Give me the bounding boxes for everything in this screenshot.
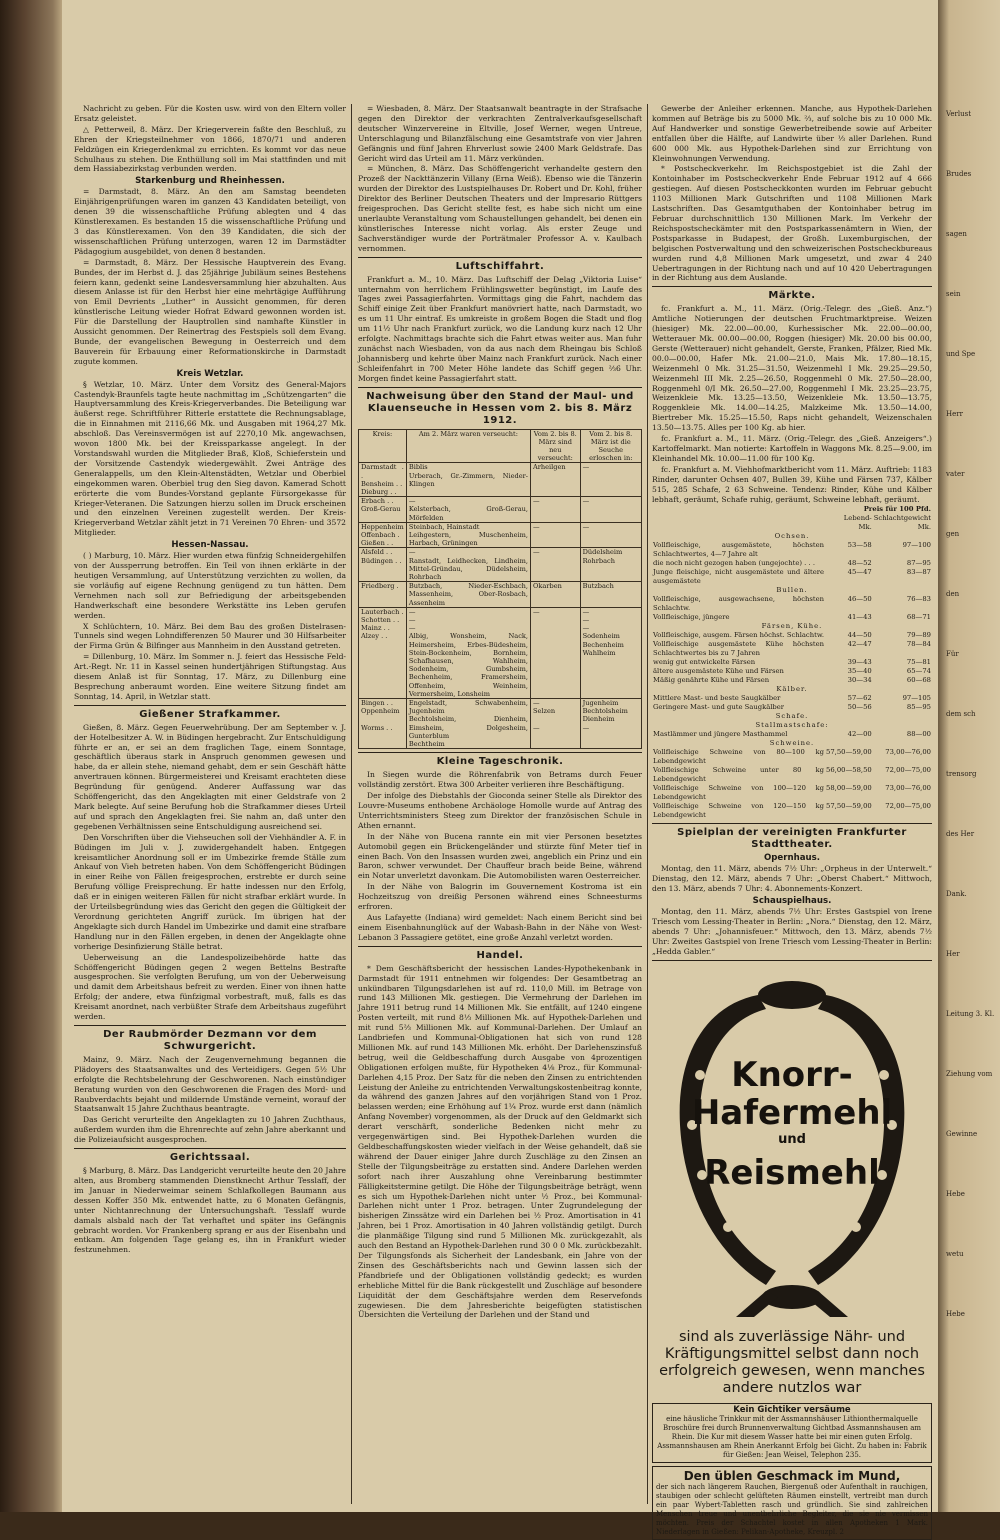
section-divider (358, 946, 642, 947)
viehmarkt-price: 57—62 (847, 694, 872, 703)
seuche-column-header: Vom 2. bis 8. März ist die Seuche erloschen in: (580, 429, 641, 463)
article-paragraph: * Dem Geschäftsbericht der hessischen Landes-Hypothekenbank in Darmstadt für 1911 entnehmen wir folgendes: Der Gesamtbetrag an unkündbaren Tilgungsdarlehen ist auf rd. 110,0 Mill. im Betrage von rund 143 Millionen Mk. gestiegen. Die Vermehrung der Darlehen im Jahre 1911 betrug rund 14 Millionen Mk. Sie entfällt, auf 1240 eingene Posten verteilt, mit rund 8⅓ Millionen Mk. auf Hypothek-Darlehen und mit rund 5⅔ Millionen Mk. auf Kommunal-Darlehen. Der Umlauf an Landbriefen und Kommunal-Obligationen hat sich von rund 128 Millionen Mk. auf rund 143 Millionen Mk. erhöht. Der Darlehenszinsfuß betrug, weil die Geldbeschaffung durch Ausgabe von 4prozentigen Obligationen erfolgen mußte, für Hypotheken 4⅛ Proz., für Kommunal-Darlehen 4,15 Proz. Der Satz für die neben den Zinsen zu entrichtenden Leistung der Anleihe zu entrichtenden Verwaltungskostenbeitrag konnte, da während des ganzen Jahres auf den vorjährigen Stand von 1 Proz. belassen werden; eine Erhöhung auf 1¼ Proz. wurde erst dann (nämlich Anfang November) vorgenommen, als der Druck auf den Geldmarkt sich derart verschärft, sonderliche Bedenken nicht mehr zu vergegenwärtigen sind. Bei Hypothek-Darlehen wurden die Geldbeschaffungskosten wieder vielfach in der Weise gehandelt, daß sie während der Dauer einiger Jahre durch Zuschläge zu den Zinsen an Stelle der Tilgungsbeiträge zu erstatten sind. Andere Darlehen werden sofort nach ihrer Auszahlung ohne Vereinbarung bestimmter Fälligkeitstermine getilgt. Die Höhe der Tilgungsbeiträge beträgt, wenn es sich um Hypothek-Darlehen nicht unter ½ Proz., bei Kommunal-Darlehen nicht unter 1 Proz. betragen. Unter Zugrundelegung der bisherigen Zinssätze wird ein Darlehen bei ½ Proz. Amortisation in 41 Jahren, bei 1 Proz. Amortisation in 40 Jahren vollständig getilgt. Durch die planmäßige Tilgung sind rund 5 Millionen Mk. zurückgezahlt, als auch den Bestand an Hypothek-Darlehen rund 30 0 0 Mk. zurückbezahlt. Der Tilgungsfonds als Sicherheit der Landesbank, ein Jahre von der Zinsen des Geschäftsberichts nach und Gewinn lassen sich der Pfandbriefe und der Obligationen vollständig gedeckt; es wurden erhebliche Mittel für die Bank rückgestellt und Zuschläge auf besondere Liquidität der dem Geschäftsjahre werden dem Reservefonds zugewiesen. Die dem Jahresberichte beigefügten statistischen Übersichten die Verteilung der Darlehen und der Stand und (358, 963, 642, 1320)
mund-title: Den üblen Geschmack im Mund, (683, 1468, 901, 1483)
viehmarkt-price: 83—87 (906, 568, 931, 577)
section-divider (358, 752, 642, 753)
viehmarkt-row (652, 802, 932, 820)
article-paragraph: fc. Frankfurt a. M., 11. März. (Orig.-Telegr. des „Gieß. Anz.“) Amtliche Notierungen der deutschen Fruchtmarktpreise. Weizen (hiesiger) Mk. 22.00—00.00, Kurhessischer Mk. 22.00—00.00, Wetterauer Mk. 00.00—00.00, Roggen (hiesiger) Mk. 20.00 bis 00.00, Gerste (Wetterauer) nicht gehandelt, Gerste, Franken, Pfälzer, Ried Mk. 00.0—00.00, Hafer Mk. 21.00—21.0, Mais Mk. 17.80—18.15, Weizenmehl 0 Mk. 31.25—31.50, Weizenmehl I Mk. 29.25—29.50, Weizenmehl III Mk. 2.25—26.50, Roggenmehl 0 Mk. 27.50—28.00, Roggenmehl 0/I Mk. 26.50—27.00, Roggenmehl I Mk. 23.25—23.75, Weizenkleie Mk. 13.25—13.50, Weizenkleie Mk. 13.50—13.75, Roggenkleie Mk. 14.00—14.25, Malzkeime Mk. 13.50—14.00, Biertreber Mk. 15.25—15.50, Raps nicht gehandelt, Weizenschalen 13.50—13.75. Alles per 100 Kg. ab hier. (652, 304, 932, 433)
viehmarkt-row (652, 703, 932, 712)
adjacent-page-fragment: und Spe (946, 350, 976, 358)
adjacent-page-fragment: wetu (946, 1250, 964, 1258)
seuche-table-header (359, 429, 642, 463)
viehmarkt-row (652, 631, 932, 640)
viehmarkt-label: Vollfleischige Schweine von 120—150 kg Lebendgewicht (653, 802, 825, 820)
viehmarkt-category: Stallmastschafe: (755, 721, 829, 730)
seuche-row (359, 582, 642, 608)
seuche-cell: — (530, 522, 580, 548)
knorr-advertisement (658, 965, 926, 1325)
section-heading: Handel. (476, 949, 524, 961)
section-heading: Nachweisung über den Stand der Maul- und Klauenseuche in Hessen vom 2. bis 8. März 1912. (366, 390, 634, 426)
viehmarkt-price: 50—56 (847, 703, 872, 712)
viehmarkt-price: 53—58 (847, 541, 872, 550)
viehmarkt-label: Junge fleischige, nicht ausgemästete und ältere ausgemästete (653, 568, 825, 586)
viehmarkt-row (652, 658, 932, 667)
column-3 (652, 104, 932, 1536)
viehmarkt-row (652, 595, 932, 613)
viehmarkt-label: Vollfleischige Schweine von 100—120 kg Lebendgewicht (653, 784, 825, 802)
article-paragraph: Aus Lafayette (Indiana) wird gemeldet: Nach einem Bericht sind bei einem Eisenbahnunglück auf der Wabash-Bahn in der Nähe von West-Lebanon 3 Passagiere getötet, eine große Anzahl verletzt worden. (358, 912, 642, 942)
column-3-top (652, 104, 932, 504)
section-divider (74, 1148, 346, 1149)
article-paragraph: △ Petterweil, 8. März. Der Kriegerverein faßte den Beschluß, zu Ehren der Kriegsteilnehmer von 1866, 1870/71 und anderen Feldzügen ein Kriegerdenkmal zu errichten. Es kommt vor das neue Schulhaus zu stehen. Die Enthüllung soll im Mai stattfinden und mit dem Hassiabezirkstag verbunden werden. (74, 124, 346, 174)
column-2 (358, 104, 642, 1506)
viehmarkt-price: 60—68 (906, 676, 931, 685)
section-divider (358, 387, 642, 388)
viehmarkt-label: Vollfleischige Schweine unter 80 kg Lebendgewicht (653, 766, 825, 784)
viehmarkt-category: Ochsen. (774, 532, 810, 541)
section-heading: Schauspielhaus. (752, 896, 832, 907)
seuche-cell: Lauterbach . Schotten . . Mainz . . Alzey . . (359, 607, 407, 698)
viehmarkt-price: 87—95 (906, 559, 931, 568)
section-heading: Spielplan der vereinigten Frankfurter Stadttheater. (677, 827, 907, 851)
article-paragraph: Gewerbe der Anleiher erkennen. Manche, aus Hypothek-Darlehen kommen auf Beträge bis zu 5000 Mk. ⅔, auf solche bis zu 10 000 Mk. Auf Handwerker und sonstige Gewerbetreibende sowie auf Arbeiter entfallen über die Hälfte, auf Landwirte über ⅓ aller Darlehen. Rund 600 000 Mk. aus Hypothek-Darlehen sind zur Errichtung von Kleinwohnungen Verwendung. (652, 104, 932, 163)
seuche-row (359, 522, 642, 548)
viehmarkt-price: 42—47 (847, 640, 872, 649)
seuche-cell: Jugenheim Bechtolsheim Dienheim — (580, 699, 641, 749)
viehmarkt-row (652, 640, 932, 658)
seuche-row (359, 607, 642, 698)
adjacent-page-fragment: sagen (946, 230, 967, 238)
section-heading: Kleine Tageschronik. (436, 756, 564, 768)
seuche-cell: Okarben (530, 582, 580, 608)
viehmarkt-price: 35—40 (847, 667, 872, 676)
article-paragraph: Frankfurt a. M., 10. März. Das Luftschiff der Delag „Viktoria Luise“ unternahm von herrlichem Frühlingswetter begünstigt, im Laufe des Tages zwei Passagierfahrten. Vormittags ging die Fahrt, nachdem das Schiff einige Zeit über Frankfurt manövriert hatte, nach Darmstadt, wo es um 11 Uhr eintraf. Es umkreiste in großem Bogen die Stadt und flog um 11½ Uhr nach Frankfurt zurück, wo die Landung kurz nach 12 Uhr erfolgte. Nachmittags brachte sich die Fahrt etwas weiter aus. Man fuhr zunächst nach Wiesbaden, von da aus nach dem Rheingau bis Schloß Johannisberg und kehrte über Mainz nach Frankfurt zurück. Nach einer Schleifenfahrt in 700 Meter Höhe landete das Schiff gegen ⅔6 Uhr. Morgen findet keine Passagierfahrt statt. (358, 274, 642, 383)
viehmarkt-category: Bullen. (776, 586, 808, 595)
viehmarkt-row (652, 712, 932, 721)
viehmarkt-price: 72,00—75,00 (885, 766, 931, 775)
adjacent-page-fragment: Hebe (946, 1190, 965, 1198)
viehmarkt-price: 79—89 (906, 631, 931, 640)
viehmarkt-label: Vollfleischige, ausgewachsene, höchsten Schlachtw. (653, 595, 825, 613)
article-paragraph: Gießen, 8. März. Gegen Feuerwehrübung. Der am September v. J. der Hotelbesitzer A. W. in Büdingen hergebracht. Zur Entschuldigung führte er an, er sei an dem fraglichen Tage, einem Sonntage, geschäftlich überaus stark in Anspruch genommen gewesen und habe, da er allein stehe, niemand gehabt, dem er sein Geschäft hätte anvertrauen können. Bürgermeisterei und Kreisamt erachteten diese Begründung für genügend. Anderer Auffassung war das Schöffengericht, das den Angeklagten mit einer Geldstrafe von 2 Mark belegte. Auf seine Berufung hob die Strafkammer dieses Urteil auf und sprach den Angeklagten frei. Sie nahm an, daß unter den gegebenen Verhältnissen seine Entschuldigung ausreichend sei. (74, 722, 346, 831)
adjacent-page-fragment: Gewinne (946, 1130, 978, 1138)
article-paragraph: = Dillenburg, 10. März. Im Sommer n. J. feiert das Hessische Feld-Art.-Regt. Nr. 11 in Kassel seinen hundertjährigen Stiftungstag. Aus diesem Anlaß ist für Sonntag, 17. März, zu Dillenburg eine Besprechung anberaumt worden. Eine weitere Sitzung findet am Sonntag, 14. April, in Wetzlar statt. (74, 652, 346, 701)
viehmarkt-price: 48—52 (847, 559, 872, 568)
article-paragraph: ( ) Marburg, 10. März. Hier wurden etwa fünfzig Schneidergehilfen von der Aussperrung betroffen. Ein Teil von ihnen erklärte in der heutigen Versammlung, auf Unterstützung verzichten zu wollen, da sie vorläufig auf eigene Rechnung genügend zu tun hätten. Dem Vernehmen nach soll zur Befriedigung der arbeitsgebenden Handwerkschaft eine besondere Werkstätte ins Leben gerufen werden. (74, 551, 346, 620)
viehmarkt-price: 85—95 (906, 703, 931, 712)
knorr-line-2: Hafermehl (691, 1092, 893, 1133)
adjacent-page-fragment: Herr (946, 410, 963, 418)
seuche-cell: Butzbach (580, 582, 641, 608)
article-paragraph: Nachricht zu geben. Für die Kosten usw. wird von den Eltern voller Ersatz geleistet. (74, 104, 346, 123)
seuche-cell: Steinbach, Hainstadt Leihgestern, Muschenheim, Harbach, Grüningen (406, 522, 530, 548)
viehmarkt-row (652, 676, 932, 685)
viehmarkt-category: Schweine. (769, 739, 815, 748)
knorr-line-3: und (778, 1131, 806, 1147)
adjacent-page-fragment: des Her (946, 830, 975, 838)
adjacent-page-fragment: Für (946, 650, 959, 658)
article-paragraph: * Postscheckverkehr. Im Reichspostgebiet ist die Zahl der Kontoinhaber im Postscheckverkehr Ende Februar 1912 auf 4 666 gestiegen. Auf diesen Postscheckkonten wurden im Februar gebucht 1103 Millionen Mark Gutschriften und 1108 Millionen Mark Lastschriften. Das Gesamtguthaben der Kontoinhaber betrug im Februar durchschnittlich 130 Millionen Mark. Im Verkehr der Reichspostscheckämter mit den Postsparkassenämtern in Wien, der Postsparkasse in Budapest, der Großh. Luxemburgischen, der belgischen Postverwaltung und den schweizerischen Postscheckbureaus wurden rund 4,8 Millionen Mark umgesetzt, und zwar 4 240 Uebertragungen in der Richtung nach und auf 10 420 Uebertragungen in der Richtung aus dem Auslande. (652, 164, 932, 283)
viehmarkt-price: 72,00—75,00 (885, 802, 931, 811)
section-divider (652, 823, 932, 824)
article-paragraph: = München, 8. März. Das Schöffengericht verhandelte gestern den Prozeß der Nackttänzerin Villany (Erna Weiß). Ebenso wie die Tänzerin wurden der Direktor des Lustspielhauses Dr. Robert und Dr. Kohl, früher Direktor des Berliner Deutschen Theaters und der Impresario Rüttgers freigesprochen. Das Gericht stellte fest, es habe sich nicht um eine unerlaubte Veranstaltung vom Schaustellungen gehandelt, bei denen ein künstlerisches Interesse nicht vorlag. Als erster Zeuge und Sachverständiger wurde der Porträtmaler Professor A. v. Kaulbach vernommen. (358, 164, 642, 253)
viehmarkt-label: Mäßig genährte Kühe und Färsen (653, 676, 770, 685)
seuche-column-header: Kreis: (359, 429, 407, 463)
viehmarkt-price: 44—50 (847, 631, 872, 640)
price-header: Preis für 100 Pfd. (863, 505, 931, 514)
viehmarkt-label: Vollfleischige, jüngere (653, 613, 730, 622)
section-divider (358, 257, 642, 258)
seuche-row (359, 699, 642, 749)
price-subheader: Schlachtgewicht (873, 514, 931, 523)
section-divider (74, 1025, 346, 1026)
seuche-cell: Friedberg . (359, 582, 407, 608)
viehmarkt-label: Geringere Mast- und gute Saugkälber (653, 703, 785, 712)
viehmarkt-row (652, 559, 932, 568)
article-paragraph: Ueberweisung an die Landespolizeibehörde hatte das Schöffengericht Büdingen gegen 2 wegen Bettelns Bestrafte ausgesprochen. Sie verfolgten Berufung, um von der Ueberweisung und damit dem Arbeitshaus befreit zu werden. Einer von ihnen hatte Erfolg; der andere, etwa fünfzigmal vorbestraft, muß, falls es das Kreisamt anordnet, nach verbüßter Strafe dem Arbeitshaus zugeführt werden. (74, 952, 346, 1022)
viehmarkt-row (652, 730, 932, 739)
viehmarkt-row (652, 766, 932, 784)
seuche-cell: Engelstadt, Schwabenheim, Jugenheim Bechtolsheim, Dienheim, Eimsheim, Dolgesheim, Gunterblum Bechtheim (406, 699, 530, 749)
section-heading: Starkenburg und Rheinhessen. (135, 176, 285, 187)
article-paragraph: Das Gericht verurteilte den Angeklagten zu 10 Jahren Zuchthaus, außerdem wurden ihm die Ehrenrechte auf zehn Jahre aberkannt und die Polizeiaufsicht ausgesprochen. (74, 1115, 346, 1145)
section-heading: Opernhaus. (763, 853, 821, 864)
adjacent-page-fragment: Verlust (946, 110, 972, 118)
viehmarkt-row (652, 532, 932, 541)
viehmarkt-price: 78—84 (906, 640, 931, 649)
price-subheader: Lebend- (843, 514, 872, 523)
viehmarkt-row (652, 586, 932, 595)
column-rule (647, 104, 648, 1504)
viehmarkt-label: Mittlere Mast- und beste Saugkälber (653, 694, 781, 703)
viehmarkt-row (652, 541, 932, 559)
adjacent-page-fragment: Dank. (946, 890, 967, 898)
viehmarkt-label: Vollfleischige, ausgem. Färsen höchst. Schlachtw. (653, 631, 825, 640)
viehmarkt-label: wenig gut entwickelte Färsen (653, 658, 756, 667)
viehmarkt-price: 58,00—59,00 (826, 784, 872, 793)
viehmarkt-price: 65—74 (906, 667, 931, 676)
article-paragraph: In der Nähe von Bucena rannte ein mit vier Personen besetztes Automobil gegen ein Brückengeländer und stürzte fünf Meter tief in einen Bach. Von den Insassen wurden zwei, angeblich ein Prinz und ein Baron, schwer verwundet. Der Chauffeur brach beide Beine, während ein Notar unverletzt davonkam. Die Automobilisten waren Oesterreicher. (358, 831, 642, 881)
viehmarkt-row (652, 622, 932, 631)
seuche-cell: — (580, 497, 641, 523)
article-paragraph: = Darmstadt, 8. März. An den am Samstag beendeten Einjährigenprüfungen waren im ganzen 43 Kandidaten beteiligt, von denen 39 die wissenschaftliche Prüfung ablegten und 4 das Künstlerexamen. Es bestanden 15 die wissenschaftliche Prüfung und 3 das Künstlerexamen. Von den 39 Kandidaten, die sich der wissenschaftlichen Prüfung unterzogen, waren 12 im Darmstädter Pädagogium ausgebildet, von denen 8 bestanden. (74, 187, 346, 256)
seuche-cell: — Ranstadt, Leidhecken, Lindheim, Mittel-Gründau, Düdelsheim, Rohrbach (406, 548, 530, 582)
seuche-row (359, 548, 642, 582)
viehmarkt-price: 73,00—76,00 (885, 748, 931, 757)
seuche-cell: — (580, 463, 641, 497)
knorr-slogan: sind als zuverlässige Nähr- und Kräftigungsmittel selbst dann noch erfolgreich gewesen, wenn manches andere nutzlos war (659, 1328, 925, 1396)
seuche-cell: — (530, 497, 580, 523)
adjacent-page-fragment: vater (946, 470, 965, 478)
viehmarkt-price: 76—83 (906, 595, 931, 604)
viehmarkt-row (652, 739, 932, 748)
section-heading: Gerichtssaal. (169, 1152, 251, 1164)
viehmarkt-price: 56,00—58,50 (826, 766, 872, 775)
section-heading: Gießener Strafkammer. (139, 708, 281, 720)
seuche-cell: — — — Albig, Wonsheim, Nack, Heimersheim, Erbes-Büdesheim, Stein-Bockenheim, Bornheim, Schafhausen, Wahlheim, Sodenheim, Gumbsheim, Bechenheim, Framersheim, Offenheim, Weinheim, Vermersheim, Lonsheim (406, 607, 530, 698)
viehmarkt-label: ältere ausgemästete Kühe und Färsen (653, 667, 784, 676)
viehmarkt-category: Schafe. (775, 712, 809, 721)
viehmarkt-category: Kälber. (776, 685, 808, 694)
seuche-cell: Bingen . . Oppenheim Worms . . (359, 699, 407, 749)
section-heading: Der Raubmörder Dezmann vor dem Schwurgericht. (103, 1028, 317, 1052)
viehmarkt-price: 68—71 (906, 613, 931, 622)
seuche-column-header: Am 2. März waren verseucht: (406, 429, 530, 463)
adjacent-page-edge (938, 0, 1000, 1512)
seuche-cell: — — — Sodenheim Bechenheim Wahlheim (580, 607, 641, 698)
seuche-cell: Alsfeld . . Büdingen . . (359, 548, 407, 582)
price-unit: Mk. (858, 523, 872, 532)
column-2-top (358, 104, 642, 427)
viehmarkt-table (652, 505, 932, 820)
seuche-row (359, 463, 642, 497)
seuche-cell: — Selzen — (530, 699, 580, 749)
gicht-text: eine häusliche Trinkkur mit der Assmannshäuser Lithionthermalquelle Broschüre frei durch Brunnenverwaltung Gichtbad Assmannshausen am Rhein. Die Kur mit diesem Wasser hatte bei mir einen guten Erfolg. Assmannshausen am Rhein Anerkannt Erfolg bei Gicht. Zu haben in: Fabrik für Gießen: Jean Weisel, Telephon 235. (657, 1414, 927, 1459)
book-spine (0, 0, 62, 1512)
viehmarkt-label: Vollfleischige, ausgemästete, höchsten Schlachtwertes, 4—7 Jahre alt (653, 541, 825, 559)
article-paragraph: Montag, den 11. März, abends 7½ Uhr: Erstes Gastspiel von Irene Triesch vom Lessing-Theater in Berlin: „Nora.“ Dienstag, den 12. März, abends 7 Uhr: „Johannisfeuer.“ Mittwoch, den 13. März, abends 7½ Uhr: Zweites Gastspiel von Irene Triesch vom Lessing-Theater in Berlin: „Hedda Gabler.“ (652, 907, 932, 956)
adjacent-page-fragment: Brudes (946, 170, 972, 178)
viehmarkt-row (652, 784, 932, 802)
viehmarkt-row (652, 613, 932, 622)
adjacent-page-fragment: Hebe (946, 1310, 965, 1318)
adjacent-page-fragment: gen (946, 530, 960, 538)
viehmarkt-row (652, 748, 932, 766)
viehmarkt-price: 39—43 (847, 658, 872, 667)
viehmarkt-label: Vollfleischige ausgemästete Kühe höchsten Schlachtwertes bis zu 7 Jahren (653, 640, 825, 658)
section-divider (652, 286, 932, 287)
seuche-cell: Butzbach, Nieder-Eschbach, Massenheim, Ober-Rosbach, Assenheim (406, 582, 530, 608)
viehmarkt-row (652, 685, 932, 694)
viehmarkt-label: Mastlämmer und jüngere Masthammel (653, 730, 788, 739)
seuche-cell: — (580, 522, 641, 548)
section-divider (74, 705, 346, 706)
price-unit: Mk. (917, 523, 931, 532)
adjacent-page-fragment: trensorg (946, 770, 977, 778)
viehmarkt-price: 97—100 (902, 541, 931, 550)
viehmarkt-row (652, 721, 932, 730)
viehmarkt-price: 57,50—59,00 (826, 802, 872, 811)
gicht-advertisement (652, 1403, 932, 1463)
viehmarkt-row (652, 694, 932, 703)
viehmarkt-price: 30—34 (847, 676, 872, 685)
viehmarkt-price: 57,50—59,00 (826, 748, 872, 757)
mund-text: der sich nach längerem Rauchen, Biergenuß oder Aufenthalt in rauchigen, staubigen oder schlecht gelüfteten Räumen einstellt, vertreibt man durch ein paar Wybert-Tabletten rasch und gründlich. Sie sind zahlreichen Menschen treue und unentbehrliche Begleiter, die sie nie vermissen möchten. Preis der Schachtel kostet in allen Apotheken 1 Mark. Niederlagen in Gießen: Pelikan-Apotheke, Kreuzpl. 2 (656, 1482, 928, 1536)
article-paragraph: = Darmstadt, 8. März. Der Hessische Hauptverein des Evang. Bundes, der im Herbst d. J. das 25jährige Jubiläum seines Bestehens feiern kann, gedenkt seine Landesversammlung hier abzuhalten. Aus diesem Anlasse ist für den Herbst hier eine mehrtägige Aufführung von Emil Devrients „Luther“ in Aussicht genommen, für deren künstlerische Leitung wieder Hofrat Edward gewonnen worden ist. Für die Darstellung der Hauptrollen sind namhafte Künstler in Aussicht genommen. Der Reinertrag des Festspiels soll dem Evang. Bunde, der evangelischen Bewegung in Oesterreich und dem Bauverein für Erbauung einer Reformationskirche in Darmstadt zugute kommen. (74, 257, 346, 366)
column-1 (74, 104, 346, 1506)
article-paragraph: fc. Frankfurt a. M. Viehhofmarktbericht vom 11. März. Auftrieb: 1183 Rinder, darunter Ochsen 407, Bullen 39, Kühe und Färsen 737, Kälber 515, 285 Schafe, 2 63 Schweine. Tendenz: Rinder, Kühe und Kälber lebhaft, geräumt, Schafe ruhig, geräumt, Schweine lebhaft, geräumt. (652, 464, 932, 504)
viehmarkt-label: Vollfleischige Schweine von 80—100 kg Lebendgewicht (653, 748, 825, 766)
seuche-row (359, 497, 642, 523)
article-paragraph: Montag, den 11. März, abends 7½ Uhr: „Orpheus in der Unterwelt.“ Dienstag, den 12. März, abends 7 Uhr: „Oberst Chabert.“ Mittwoch, den 13. März, abends 7 Uhr: 4. Abonnements-Konzert. (652, 864, 932, 894)
theater-section (652, 823, 932, 960)
section-divider (652, 960, 932, 961)
adjacent-page-fragment: dem sch (946, 710, 976, 718)
article-paragraph: = Wiesbaden, 8. März. Der Staatsanwalt beantragte in der Strafsache gegen den Direktor der verkrachten Zentralverkaufsgesellschaft deutscher Winzervereine in Eltville, Josef Werner, wegen Untreue, Unterschlagung und Bilanzfälschung eine Gesamtstrafe von vier Jahren Gefängnis und fünf Jahren Ehrverlust sowie 2400 Mark Geldstrafe. Das Gericht wird das Urteil am 11. März verkünden. (358, 104, 642, 163)
viehmarkt-row (652, 667, 932, 676)
adjacent-page-fragment: Leitung 3. Kl. (946, 1010, 995, 1018)
seuche-cell: — (530, 548, 580, 582)
seuche-cell: — (530, 607, 580, 698)
viehmarkt-category: Färsen, Kühe. (761, 622, 823, 631)
mund-advertisement (652, 1466, 932, 1540)
viehmarkt-row (652, 568, 932, 586)
seuche-cell: Biblis Urberach, Gr.-Zimmern, Nieder-Klingen (406, 463, 530, 497)
seuche-cell: Erbach . . Groß-Gerau (359, 497, 407, 523)
seuche-column-header: Vom 2. bis 8. März sind neu verseucht: (530, 429, 580, 463)
knorr-line-4: Reismehl (704, 1152, 880, 1193)
seuche-cell: Darmstadt . . Bensheim . . Dieburg . . (359, 463, 407, 497)
adjacent-page-fragment: Her (946, 950, 960, 958)
viehmarkt-price: 88—00 (906, 730, 931, 739)
viehmarkt-price: 46—50 (847, 595, 872, 604)
seuche-table (358, 429, 642, 750)
article-paragraph: Den Vorschriften über die Viehseuchen soll der Viehhändler A. F. in Büdingen im Juli v. J. zuwidergehandelt haben. Entgegen kreisamtlicher Anordnung soll er im Umbezirke fremde Ställe zum Ankauf von Vieh betreten haben. Von dem Schöffengericht Büdingen in einer Reihe von Fällen freigesprochen, erstrebte er durch seine Berufung völlige Freisprechung. Er hatte indessen nur den Erfolg, daß er in einigen weiteren Fällen für nicht strafbar erklärt wurde. In der Urteilsbegründung wies das Gericht den gegen die Gültigkeit der Verordnung gerichteten Angriff zurück. Im übrigen hat der Angeklagte sich durch Handel im Umbezirke und damit eine strafbare Handlung nur in den Fällen ergeben, in denen der Angeklagte ohne vorherige Desinfizierung Ställe betrat. (74, 832, 346, 951)
viehmarkt-price: 45—47 (847, 568, 872, 577)
gicht-title: Kein Gichtiker versäume (733, 1404, 851, 1415)
viehmarkt-price: 73,00—76,00 (885, 784, 931, 793)
article-paragraph: § Wetzlar, 10. März. Unter dem Vorsitz des General-Majors Castendyk-Braunfels tagte heute nachmittag im „Schützengarten“ die Hauptversammlung des Kreis-Kriegerverbandes. Die Beteiligung war äußerst rege. Schriftführer Ritterle erstattete die Rechnungsablage, die in Einnahmen mit 2116,66 Mk. und Ausgaben mit 1964,27 Mk. abschloß. Das Vereinsvermögen ist auf 2270,10 Mk. angewachsen, wovon 1800 Mk. bei der Kreissparkasse angelegt. In der Vorstandswahl wurden die Mitglieder Braß, Kloß, Schieferstein und der Vorsitzende Castendyk wiedergewählt. Zwei Anträge des Generalappells, um den Klein-Altenstädten, Wetzlar und Oberbiel eingekommen waren. Oberbiel trug den Sieg davon. Kamerad Schott erörterte die vom Bundes-Vorstand geplante Fürsorgekasse für Krieger-Veteranen. Die Satzungen hierzu sollen im Druck erscheinen und den einzelnen Vereinen zugestellt werden. Der Kreis-Kriegerverband Wetzlar zählt jetzt in 71 Vereinen 70 Ehren- und 3572 Mitglieder. (74, 379, 346, 538)
article-paragraph: Der infolge des Diebstahls der Gioconda seiner Stelle als Direktor des Louvre-Museums enthobene Archäologe Homolle wurde auf Antrag des Unterrichtsministers Steeg zum Direktor der französischen Schule in Athen ernannt. (358, 791, 642, 830)
article-paragraph: X Schlüchtern, 10. März. Bei dem Bau des großen Distelrasen-Tunnels sind wegen Lohndifferenzen 50 Maurer und 30 Hilfsarbeiter der Firma Grün & Bilfinger aus Mannheim in den Ausstand getreten. (74, 621, 346, 651)
article-paragraph: Mainz, 9. März. Nach der Zeugenvernehmung begannen die Plädoyers des Staatsanwaltes und des Verteidigers. Gegen 5½ Uhr erfolgte die Rechtsbelehrung der Geschworenen. Nach einstündiger Beratung wurden von den Geschworenen die Fragen des Mord- und Raubverdachts bejaht und mildernde Umstände verneint, worauf der Staatsanwalt 15 Jahre Zuchthaus beantragte. (74, 1054, 346, 1114)
seuche-cell: Heppenheim Offenbach . Gießen . . (359, 522, 407, 548)
seuche-cell: Arheilgen (530, 463, 580, 497)
adjacent-page-fragment: Ziehung vom (946, 1070, 993, 1078)
viehmarkt-price: 75—81 (906, 658, 931, 667)
section-heading: Kreis Wetzlar. (176, 368, 244, 379)
seuche-cell: — Kelsterbach, Groß-Gerau, Mörfelden (406, 497, 530, 523)
newspaper-page (62, 0, 938, 1536)
adjacent-page-fragment: den (946, 590, 960, 598)
viehmarkt-label: die noch nicht gezogen haben (ungejochte) . . . (653, 559, 815, 568)
column-rule (351, 104, 352, 1504)
article-paragraph: § Marburg, 8. März. Das Landgericht verurteilte heute den 20 Jahre alten, aus Bromberg stammenden Dienstknecht Arthur Tesslaff, der im Januar in Niederweimar seinem Schlafkollegen Baumann aus dessen Koffer 350 Mk. entwendet hatte, zu 6 Monaten Gefängnis, unter Nichtanrechnung der Untersuchungshaft. Tesslaff wurde damals alsbald nach der Tat verhaftet und später ins Gefängnis gebracht worden. Vor Frankenberg sprang er aus der Eisenbahn und entkam. Am folgenden Tage gelang es, ihn in Frankfurt wieder festzunehmen. (74, 1166, 346, 1255)
viehmarkt-price: 42—00 (847, 730, 872, 739)
knorr-line-1: Knorr- (731, 1054, 853, 1095)
article-paragraph: In der Nähe von Balogrin im Gouvernement Kostroma ist ein Hochzeitszug von dreißig Personen während eines Schneesturms erfroren. (358, 882, 642, 912)
article-paragraph: In Siegen wurde die Röhrenfabrik von Betrams durch Feuer vollständig zerstört. Etwa 300 Arbeiter verlieren ihre Beschäftigung. (358, 770, 642, 790)
column-2-bottom (358, 752, 642, 1320)
section-heading: Märkte. (768, 290, 816, 302)
adjacent-page-fragment: sein (946, 290, 961, 298)
viehmarkt-price: 41—43 (847, 613, 872, 622)
article-paragraph: fc. Frankfurt a. M., 11. März. (Orig.-Telegr. des „Gieß. Anzeigers“.) Kartoffelmarkt. Man notierte: Kartoffeln in Waggons Mk. 8.25—9.00, im Kleinhandel Mk. 10.00—11.00 für 100 Kg. (652, 434, 932, 463)
seuche-cell: Düdelsheim Rohrbach (580, 548, 641, 582)
viehmarkt-price: 97—105 (902, 694, 931, 703)
section-heading: Hessen-Nassau. (171, 540, 249, 551)
section-heading: Luftschiffahrt. (455, 260, 545, 272)
